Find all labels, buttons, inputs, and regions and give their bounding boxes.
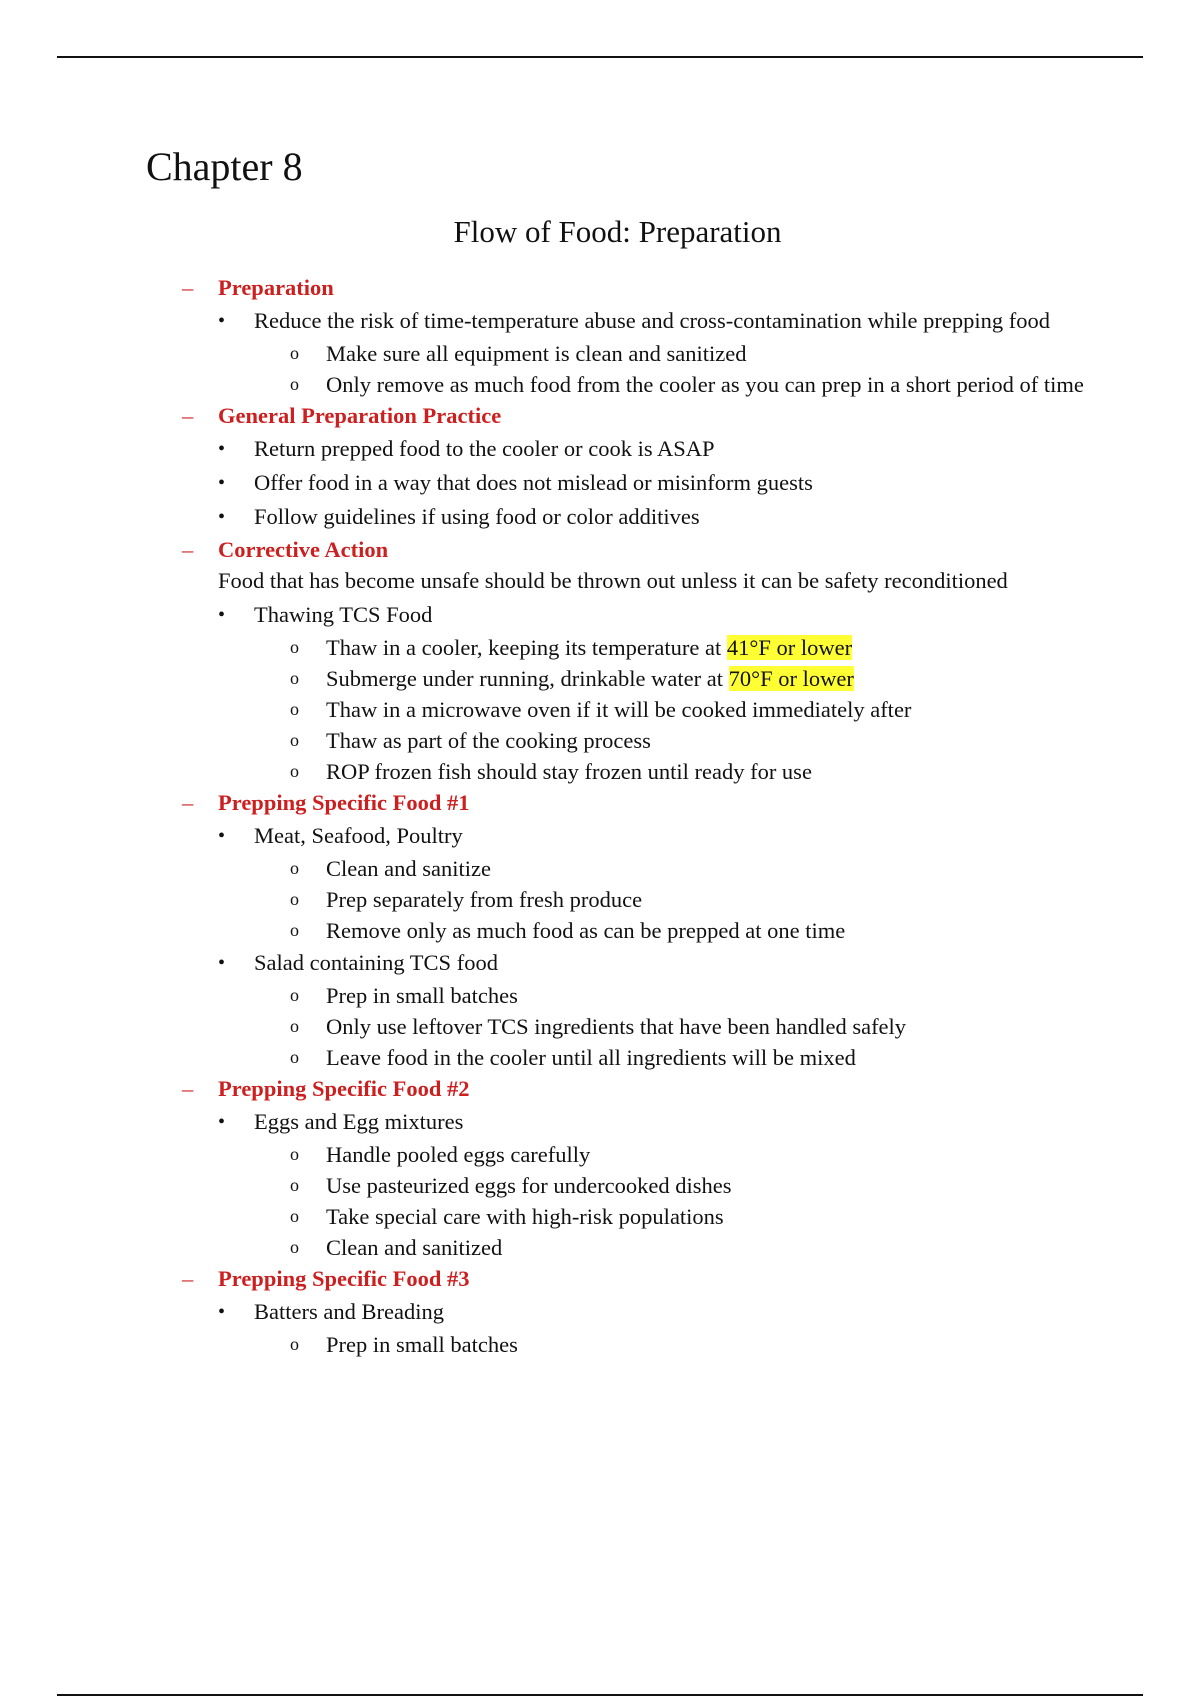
section-heading-corrective-action xyxy=(0,534,1200,566)
bullet-marker: • xyxy=(218,438,226,460)
section-heading-specific-food-2 xyxy=(0,1073,1200,1105)
list-item-text: Reduce the risk of time-temperature abuse and cross-contamination while prepping food xyxy=(254,308,1050,333)
dash-marker: – xyxy=(182,790,194,815)
sub-list-item-text: Thaw in a cooler, keeping its temperature at xyxy=(326,635,727,660)
sub-list-item xyxy=(0,725,1200,756)
section-heading-label: Prepping Specific Food #2 xyxy=(218,1076,470,1101)
highlighted-temperature: 41°F or lower xyxy=(726,635,853,660)
page-subtitle: Flow of Food: Preparation xyxy=(453,214,782,249)
list-item xyxy=(0,502,1200,534)
bullet-marker: • xyxy=(218,952,226,974)
top-rule xyxy=(57,56,1143,58)
circle-marker: o xyxy=(290,1206,299,1226)
sub-list-item-text: Submerge under running, drinkable water at xyxy=(326,666,729,691)
bullet-marker: • xyxy=(218,1301,226,1323)
document-body xyxy=(0,272,1200,1360)
sub-list-item xyxy=(0,1201,1200,1232)
bullet-marker: • xyxy=(218,506,226,528)
circle-marker: o xyxy=(290,1175,299,1195)
sub-list-item-text: Remove only as much food as can be prepped at one time xyxy=(326,918,846,943)
highlighted-temperature: 70°F or lower xyxy=(728,666,854,691)
section-heading-label: Corrective Action xyxy=(218,537,389,562)
sub-list-item-text: Prep separately from fresh produce xyxy=(326,887,643,912)
list-item-text: Meat, Seafood, Poultry xyxy=(254,823,463,848)
sub-list-item xyxy=(0,1329,1200,1360)
list-item xyxy=(0,306,1200,338)
sub-list-item xyxy=(0,980,1200,1011)
circle-marker: o xyxy=(290,761,299,781)
sub-list-item-text: Clean and sanitize xyxy=(326,856,491,881)
sub-list-item-text: Make sure all equipment is clean and sanitized xyxy=(326,341,747,366)
sub-list-item xyxy=(0,369,1200,400)
sub-list-item xyxy=(0,1170,1200,1201)
sub-list-item xyxy=(0,1042,1200,1073)
list-item xyxy=(0,468,1200,500)
circle-marker: o xyxy=(290,699,299,719)
sub-list-item xyxy=(0,1232,1200,1263)
list-item xyxy=(0,1107,1200,1139)
circle-marker: o xyxy=(290,374,299,394)
list-item xyxy=(0,1297,1200,1329)
list-item-text: Return prepped food to the cooler or cook is ASAP xyxy=(254,436,715,461)
sub-list-item xyxy=(0,1139,1200,1170)
list-item-text: Eggs and Egg mixtures xyxy=(254,1109,464,1134)
sub-list-item xyxy=(0,338,1200,369)
list-item-text: Follow guidelines if using food or color additives xyxy=(254,504,700,529)
list-item-text: Thawing TCS Food xyxy=(254,602,433,627)
circle-marker: o xyxy=(290,920,299,940)
circle-marker: o xyxy=(290,1144,299,1164)
section-heading-general-practice xyxy=(0,400,1200,432)
circle-marker: o xyxy=(290,668,299,688)
bottom-rule xyxy=(57,1694,1143,1696)
sub-list-item-text: Use pasteurized eggs for undercooked dishes xyxy=(326,1173,732,1198)
circle-marker: o xyxy=(290,985,299,1005)
list-item xyxy=(0,600,1200,632)
sub-list-item-text: Thaw in a microwave oven if it will be cooked immediately after xyxy=(326,697,912,722)
dash-marker: – xyxy=(182,1266,194,1291)
sub-list-item-text: Handle pooled eggs carefully xyxy=(326,1142,591,1167)
circle-marker: o xyxy=(290,637,299,657)
section-heading-preparation xyxy=(0,272,1200,304)
dash-marker: – xyxy=(182,1076,194,1101)
list-item-text: Offer food in a way that does not mislead or misinform guests xyxy=(254,470,813,495)
list-item xyxy=(0,821,1200,853)
sub-list-item-text: ROP frozen fish should stay frozen until ready for use xyxy=(326,759,812,784)
sub-list-item-text: Leave food in the cooler until all ingredients will be mixed xyxy=(326,1045,856,1070)
list-item-text: Salad containing TCS food xyxy=(254,950,498,975)
circle-marker: o xyxy=(290,343,299,363)
circle-marker: o xyxy=(290,889,299,909)
list-item-text: Batters and Breading xyxy=(254,1299,444,1324)
sub-list-item-text: Prep in small batches xyxy=(326,983,518,1008)
paragraph: Food that has become unsafe should be thrown out unless it can be safety reconditioned xyxy=(218,568,1008,593)
sub-list-item xyxy=(0,694,1200,725)
sub-list-item-text: Take special care with high-risk populations xyxy=(326,1204,724,1229)
circle-marker: o xyxy=(290,1047,299,1067)
sub-list-item xyxy=(0,915,1200,946)
circle-marker: o xyxy=(290,1237,299,1257)
section-heading-label: Prepping Specific Food #1 xyxy=(218,790,470,815)
sub-list-item xyxy=(0,1011,1200,1042)
circle-marker: o xyxy=(290,730,299,750)
sub-list-item-text: Only remove as much food from the cooler as you can prep in a short period of time xyxy=(326,372,1084,397)
sub-list-item xyxy=(0,884,1200,915)
sub-list-item-text: Thaw as part of the cooking process xyxy=(326,728,651,753)
sub-list-item xyxy=(0,756,1200,787)
bullet-marker: • xyxy=(218,825,226,847)
list-item xyxy=(0,948,1200,980)
circle-marker: o xyxy=(290,858,299,878)
dash-marker: – xyxy=(182,403,194,428)
sub-list-item-text: Only use leftover TCS ingredients that have been handled safely xyxy=(326,1014,907,1039)
sub-list-item xyxy=(0,853,1200,884)
bullet-marker: • xyxy=(218,310,226,332)
sub-list-item-text: Clean and sanitized xyxy=(326,1235,503,1260)
list-item xyxy=(0,434,1200,466)
chapter-title: Chapter 8 xyxy=(146,144,303,189)
sub-list-item-text: Prep in small batches xyxy=(326,1332,518,1357)
dash-marker: – xyxy=(182,537,194,562)
circle-marker: o xyxy=(290,1016,299,1036)
section-heading-label: Preparation xyxy=(218,275,334,300)
section-heading-specific-food-1 xyxy=(0,787,1200,819)
bullet-marker: • xyxy=(218,604,226,626)
circle-marker: o xyxy=(290,1334,299,1354)
section-heading-specific-food-3 xyxy=(0,1263,1200,1295)
bullet-marker: • xyxy=(218,1111,226,1133)
section-heading-label: Prepping Specific Food #3 xyxy=(218,1266,470,1291)
section-heading-label: General Preparation Practice xyxy=(218,403,502,428)
sub-list-item xyxy=(0,632,1200,663)
sub-list-item xyxy=(0,663,1200,694)
dash-marker: – xyxy=(182,275,194,300)
bullet-marker: • xyxy=(218,472,226,494)
